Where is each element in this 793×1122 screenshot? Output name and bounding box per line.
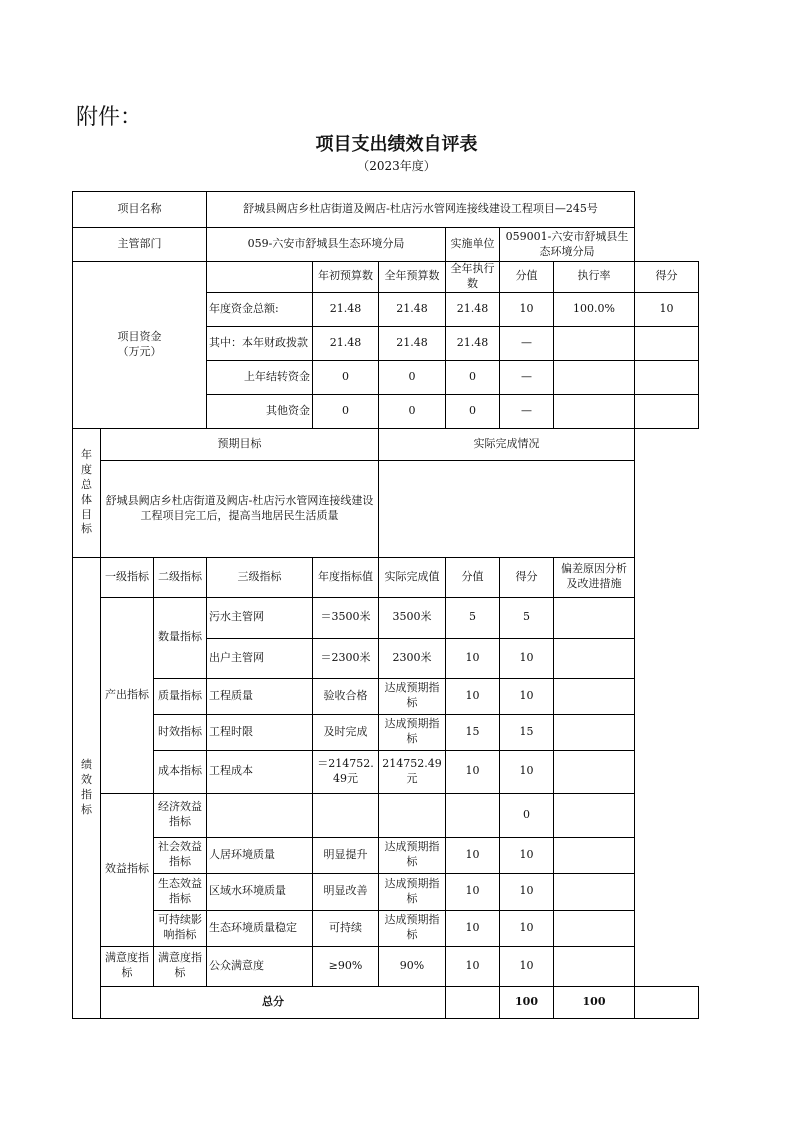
funds-row-label: 其中：本年财政拨款 <box>207 326 313 360</box>
indicator-note <box>554 910 635 946</box>
perf-header: 分值 <box>446 557 500 597</box>
indicator-score-max <box>446 793 500 837</box>
indicator-actual: 2300米 <box>379 638 446 678</box>
perf-header: 偏差原因分析及改进措施 <box>554 557 635 597</box>
funds-cell: 0 <box>379 360 446 394</box>
indicator-score-max: 10 <box>446 837 500 873</box>
funds-cell: 21.48 <box>379 292 446 326</box>
indicator-note <box>554 837 635 873</box>
indicator-note <box>554 714 635 750</box>
indicator-name <box>207 793 313 837</box>
funds-header: 全年预算数 <box>379 262 446 293</box>
indicator-actual: 3500米 <box>379 597 446 638</box>
funds-cell: 10 <box>500 292 554 326</box>
indicator-note <box>554 678 635 714</box>
perf-indicator-label: 绩 效 指 标 <box>73 557 101 1018</box>
funds-cell <box>635 360 699 394</box>
indicator-actual: 达成预期指标 <box>379 837 446 873</box>
indicator-target: ＝214752.49元 <box>313 750 379 793</box>
unit-value: 059001-六安市舒城县生态环境分局 <box>500 228 635 262</box>
indicator-actual: 214752.49元 <box>379 750 446 793</box>
funds-row-label: 年度资金总额: <box>207 292 313 326</box>
indicator-score: 10 <box>500 638 554 678</box>
dept-label: 主管部门 <box>73 228 207 262</box>
indicator-target: 明显提升 <box>313 837 379 873</box>
indicator-name: 区域水环境质量 <box>207 873 313 910</box>
total-score-max: 100 <box>500 986 554 1018</box>
funds-cell: 0 <box>379 394 446 428</box>
perf-header: 得分 <box>500 557 554 597</box>
indicator-target: 可持续 <box>313 910 379 946</box>
funds-cell: 0 <box>313 360 379 394</box>
economic-benefit-label: 经济效益指标 <box>154 793 207 837</box>
project-name: 舒城县阙店乡杜店街道及阙店-杜店污水管网连接线建设工程项目—245号 <box>207 192 635 228</box>
quality-indicator-label: 质量指标 <box>154 678 207 714</box>
indicator-actual: 达成预期指标 <box>379 714 446 750</box>
annual-goal-label: 年 度 总 体 目 标 <box>73 428 101 557</box>
indicator-note <box>554 750 635 793</box>
funds-cell: 21.48 <box>313 292 379 326</box>
indicator-score: 10 <box>500 910 554 946</box>
funds-cell: 21.48 <box>313 326 379 360</box>
unit-label: 实施单位 <box>446 228 500 262</box>
indicator-target <box>313 793 379 837</box>
actual-goal-text <box>379 460 635 557</box>
cost-indicator-label: 成本指标 <box>154 750 207 793</box>
total-note <box>635 986 699 1018</box>
funds-cell: 0 <box>446 394 500 428</box>
report-year: （2023年度） <box>357 159 436 173</box>
output-indicator-label: 产出指标 <box>101 597 154 793</box>
funds-cell: 0 <box>446 360 500 394</box>
total-blank <box>446 986 500 1018</box>
funds-cell <box>554 360 635 394</box>
indicator-note <box>554 597 635 638</box>
expected-goal-text: 舒城县阙店乡杜店街道及阙店-杜店污水管网连接线建设工程项目完工后，提高当地居民生活质量 <box>101 460 379 557</box>
indicator-actual: 达成预期指标 <box>379 678 446 714</box>
funds-cell: 21.48 <box>379 326 446 360</box>
project-name-label: 项目名称 <box>73 192 207 228</box>
indicator-target: ≥90% <box>313 946 379 986</box>
funds-cell: 100.0% <box>554 292 635 326</box>
perf-header: 年度指标值 <box>313 557 379 597</box>
funds-header: 执行率 <box>554 262 635 293</box>
satisfaction-indicator-label: 满意度指标 <box>101 946 154 986</box>
time-indicator-label: 时效指标 <box>154 714 207 750</box>
indicator-name: 污水主管网 <box>207 597 313 638</box>
indicator-score-max: 10 <box>446 873 500 910</box>
funds-cell: 0 <box>313 394 379 428</box>
actual-goal-header: 实际完成情况 <box>379 428 635 460</box>
indicator-score: 10 <box>500 837 554 873</box>
indicator-note <box>554 638 635 678</box>
sustain-benefit-label: 可持续影响指标 <box>154 910 207 946</box>
funds-header: 分值 <box>500 262 554 293</box>
indicator-name: 人居环境质量 <box>207 837 313 873</box>
indicator-name: 出户主管网 <box>207 638 313 678</box>
indicator-score-max: 10 <box>446 910 500 946</box>
indicator-score-max: 15 <box>446 714 500 750</box>
funds-cell <box>554 394 635 428</box>
indicator-score: 15 <box>500 714 554 750</box>
indicator-actual: 达成预期指标 <box>379 910 446 946</box>
indicator-score: 10 <box>500 678 554 714</box>
funds-cell: 10 <box>635 292 699 326</box>
indicator-score: 10 <box>500 946 554 986</box>
dept-value: 059-六安市舒城县生态环境分局 <box>207 228 446 262</box>
indicator-score: 5 <box>500 597 554 638</box>
indicator-score: 0 <box>500 793 554 837</box>
indicator-target: ＝2300米 <box>313 638 379 678</box>
perf-header: 三级指标 <box>207 557 313 597</box>
indicator-target: 明显改善 <box>313 873 379 910</box>
indicator-name: 工程质量 <box>207 678 313 714</box>
indicator-score-max: 10 <box>446 678 500 714</box>
funds-cell: — <box>500 326 554 360</box>
indicator-score-max: 10 <box>446 750 500 793</box>
indicator-actual: 90% <box>379 946 446 986</box>
funds-header: 年初预算数 <box>313 262 379 293</box>
indicator-target: 验收合格 <box>313 678 379 714</box>
indicator-name: 工程成本 <box>207 750 313 793</box>
funds-label: 项目资金 （万元） <box>73 262 207 429</box>
benefit-indicator-label: 效益指标 <box>101 793 154 946</box>
satisfaction-sub-label: 满意度指标 <box>154 946 207 986</box>
funds-cell: 21.48 <box>446 292 500 326</box>
perf-header: 实际完成值 <box>379 557 446 597</box>
funds-cell: — <box>500 360 554 394</box>
perf-header: 一级指标 <box>101 557 154 597</box>
indicator-score-max: 10 <box>446 946 500 986</box>
total-label: 总分 <box>101 986 446 1018</box>
funds-cell: — <box>500 394 554 428</box>
indicator-note <box>554 873 635 910</box>
social-benefit-label: 社会效益指标 <box>154 837 207 873</box>
self-evaluation-table <box>72 191 699 1019</box>
indicator-name: 生态环境质量稳定 <box>207 910 313 946</box>
funds-header: 得分 <box>635 262 699 293</box>
indicator-score: 10 <box>500 750 554 793</box>
indicator-score-max: 5 <box>446 597 500 638</box>
funds-cell: 21.48 <box>446 326 500 360</box>
eco-benefit-label: 生态效益指标 <box>154 873 207 910</box>
indicator-note <box>554 793 635 837</box>
indicator-actual <box>379 793 446 837</box>
perf-header: 二级指标 <box>154 557 207 597</box>
indicator-note <box>554 946 635 986</box>
indicator-actual: 达成预期指标 <box>379 873 446 910</box>
funds-row-label: 上年结转资金 <box>207 360 313 394</box>
indicator-score-max: 10 <box>446 638 500 678</box>
funds-header: 全年执行数 <box>446 262 500 293</box>
quantity-indicator-label: 数量指标 <box>154 597 207 678</box>
total-score: 100 <box>554 986 635 1018</box>
funds-cell <box>554 326 635 360</box>
indicator-target: ＝3500米 <box>313 597 379 638</box>
funds-cell <box>635 394 699 428</box>
indicator-name: 工程时限 <box>207 714 313 750</box>
page-title: 项目支出绩效自评表 <box>315 134 478 155</box>
indicator-score: 10 <box>500 873 554 910</box>
indicator-name: 公众满意度 <box>207 946 313 986</box>
funds-row-label: 其他资金 <box>207 394 313 428</box>
expected-goal-header: 预期目标 <box>101 428 379 460</box>
funds-cell <box>635 326 699 360</box>
attachment-label: 附件： <box>76 105 143 130</box>
indicator-target: 及时完成 <box>313 714 379 750</box>
funds-header-blank <box>207 262 313 293</box>
